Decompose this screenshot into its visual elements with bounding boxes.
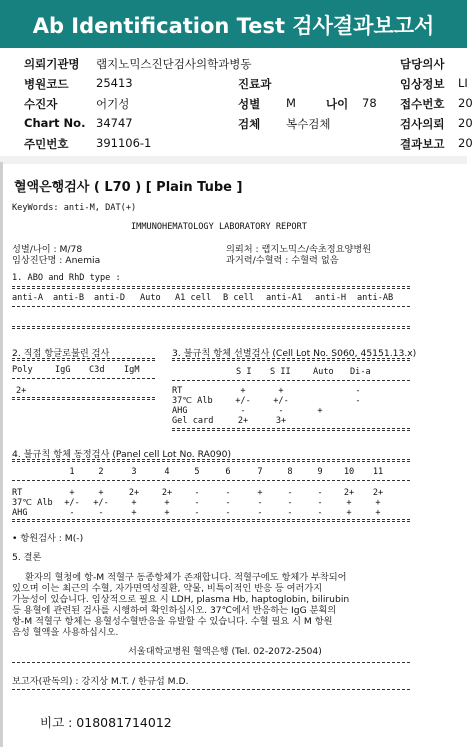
value-test-request: 20 [458, 116, 473, 130]
panel-cell: +/- [64, 498, 80, 508]
rule [12, 358, 155, 361]
value-clinical-info: LI [458, 76, 468, 90]
label-chart-no: Chart No. [24, 116, 86, 130]
transfusion-history: 과거력/수혈력 : 수혈력 없음 [226, 255, 339, 266]
panel-header: 1 [69, 467, 75, 477]
conclusion-line: 음성 혈액을 사용하십시오. [12, 627, 119, 638]
screen-cell: + [240, 386, 246, 396]
panel-header: 2 [98, 467, 104, 477]
panel-cell: + [164, 508, 170, 518]
screen-cell: 2+ [237, 416, 249, 426]
abo-header-7: anti-H [315, 293, 347, 303]
panel-cell: - [194, 508, 200, 518]
abo-header-6: anti-A1 [266, 293, 303, 303]
panel-cell: + [346, 498, 352, 508]
blood-bank: 서울대학교병원 혈액은행 (Tel. 02-2072-2504) [128, 646, 322, 657]
screen-header-2: Auto [313, 367, 334, 377]
panel-cell: + [131, 508, 137, 518]
label-department: 진료과 [238, 77, 272, 91]
rule [12, 397, 155, 400]
antigen-test: • 항원검사 : M(-) [12, 533, 84, 544]
dat-header-1: IgG [55, 365, 71, 375]
abo-header-5: B cell [223, 293, 255, 303]
panel-cell: + [69, 488, 75, 498]
label-receipt-no: 접수번호 [400, 97, 445, 111]
report-heading: IMMUNOHEMATOLOGY LABORATORY REPORT [131, 222, 307, 232]
rule [12, 306, 410, 307]
panel-header: 4 [164, 467, 170, 477]
panel-cell: 2+ [161, 488, 173, 498]
value-age: 78 [362, 96, 377, 110]
screen-cell: - [355, 396, 361, 406]
panel-cell: - [287, 498, 293, 508]
screen-header-1: S II [270, 367, 291, 377]
panel-header: 11 [372, 467, 384, 477]
screen-cell: - [355, 386, 361, 396]
label-clinical-info: 임상정보 [400, 77, 445, 91]
panel-cell: + [346, 508, 352, 518]
label-test-request: 검사의뢰 [400, 117, 445, 131]
screen-cell: +/- [273, 396, 289, 406]
panel-cell: - [225, 488, 231, 498]
sex-age: 성별/나이 : M/78 [12, 244, 83, 255]
rule [12, 286, 410, 289]
panel-cell: - [257, 498, 263, 508]
value-chart-no: 34747 [96, 116, 133, 130]
value-sex: M [286, 96, 296, 110]
abo-header-4: A1 cell [175, 293, 212, 303]
section3-title: 3. 불규칙 항체 선별검사 (Cell Lot No. S060, 45151.13.x) [172, 348, 417, 359]
value-specimen: 복수검체 [286, 117, 331, 131]
panel-cell: 2+ [343, 488, 355, 498]
section4-title: 4. 불규칙 항체 동정검사 (Panel cell Lot No. RA090) [12, 449, 232, 460]
rule [12, 519, 410, 522]
rule [12, 378, 155, 379]
panel-cell: - [194, 498, 200, 508]
screen-cell: 3+ [275, 416, 287, 426]
label-patient: 수진자 [24, 97, 58, 111]
panel-cell: - [287, 488, 293, 498]
value-hospital-code: 25413 [96, 76, 133, 90]
screen-row-label: AHG [172, 406, 188, 416]
value-resident-no: 391106-1 [96, 136, 152, 150]
panel-header: 8 [287, 467, 293, 477]
panel-row-label: RT [12, 488, 23, 498]
screen-header-0: S I [236, 367, 252, 377]
panel-row-label: 37℃ Alb [12, 498, 53, 508]
label-age: 나이 [326, 97, 349, 111]
panel-cell: - [287, 508, 293, 518]
screen-cell: + [317, 406, 323, 416]
label-resident-no: 주민번호 [24, 137, 69, 151]
label-hospital-code: 병원코드 [24, 77, 69, 91]
screen-cell: +/- [235, 396, 251, 406]
abo-header-8: anti-AB [357, 293, 394, 303]
panel-header: 7 [257, 467, 263, 477]
value-receipt-no: 20 [458, 96, 473, 110]
rule [12, 459, 410, 462]
panel-cell: - [317, 488, 323, 498]
screen-row-label: Gel card [172, 416, 214, 426]
panel-header: 6 [225, 467, 231, 477]
value-result-report: 20 [458, 136, 473, 150]
reporter: 보고자(판독의) : 강지상 M.T. / 한규섭 M.D. [12, 676, 189, 687]
conclusion-line: 항-M 적혈구 항체는 용혈성수혈반응을 유발할 수 있습니다. 수혈 필요 시 M 항원 [12, 616, 333, 627]
requester: 의뢰처 : 랩지노믹스/속초정요양병원 [226, 244, 372, 255]
screen-cell: - [240, 406, 246, 416]
panel-header: 10 [343, 467, 355, 477]
page-title: Ab Identification Test 검사결과보고서 [32, 14, 435, 38]
label-requesting-institution: 의뢰기관명 [24, 57, 80, 71]
panel-cell: + [375, 498, 381, 508]
panel-header: 9 [317, 467, 323, 477]
panel-cell: - [69, 508, 75, 518]
panel-cell: + [131, 498, 137, 508]
panel-cell: + [164, 498, 170, 508]
panel-cell: - [225, 498, 231, 508]
panel-cell: +/- [93, 498, 109, 508]
dat-header-3: IgM [124, 365, 140, 375]
rule [12, 689, 410, 690]
label-specimen: 검체 [238, 117, 261, 131]
screen-cell: + [278, 386, 284, 396]
conclusion-line: 환자의 혈청에 항-M 적혈구 동종항체가 존재합니다. 적혈구에도 항체가 부착되어 [25, 572, 347, 583]
dat-header-2: C3d [89, 365, 105, 375]
value-patient: 어기성 [96, 97, 130, 111]
panel-cell: - [257, 508, 263, 518]
section2-title: 2. 직접 항글로불린 검사 [12, 348, 110, 359]
panel-row-label: AHG [12, 508, 28, 518]
rule [12, 326, 410, 329]
panel-header: 5 [194, 467, 200, 477]
rule [172, 380, 410, 381]
clinical-diagnosis: 임상진단명 : Anemia [12, 255, 101, 266]
panel-cell: + [98, 488, 104, 498]
dat-value-poly: 2+ [16, 386, 27, 396]
panel-cell: - [98, 508, 104, 518]
abo-header-2: anti-D [94, 293, 126, 303]
conclusion-line: 등 용혈에 관련된 검사를 시행하여 확인하십시오. 37℃에서 반응하는 IgG 분획의 [12, 605, 337, 616]
section5-title: 5. 결론 [12, 552, 42, 563]
scroll-track [0, 162, 3, 747]
screen-row-label: 37℃ Alb [172, 396, 213, 406]
conclusion-line: 가능성이 있습니다. 임상적으로 필요 시 LDH, plasma Hb, haptoglobin, bilirubin [12, 594, 350, 605]
rule [12, 662, 410, 663]
panel-cell: - [317, 508, 323, 518]
panel-cell: + [375, 508, 381, 518]
report-title: 혈액은행검사 ( L70 ) [ Plain Tube ] [14, 180, 243, 195]
rule [12, 480, 410, 481]
section-divider [0, 156, 467, 164]
screen-row-label: RT [172, 386, 183, 396]
abo-header-0: anti-A [12, 293, 44, 303]
panel-cell: 2+ [128, 488, 140, 498]
rule [172, 358, 410, 361]
rule [172, 428, 410, 431]
panel-cell: - [317, 498, 323, 508]
panel-cell: - [194, 488, 200, 498]
label-sex: 성별 [238, 97, 261, 111]
remarks: 비고 : 018081714012 [40, 715, 172, 730]
screen-cell: - [278, 406, 284, 416]
panel-cell: + [257, 488, 263, 498]
panel-cell: 2+ [372, 488, 384, 498]
keywords: KeyWords: anti-M, DAT(+) [12, 203, 137, 213]
label-doctor: 담당의사 [400, 57, 445, 71]
panel-header: 3 [131, 467, 137, 477]
abo-header-3: Auto [140, 293, 161, 303]
panel-cell: - [225, 508, 231, 518]
abo-header-1: anti-B [53, 293, 85, 303]
dat-header-0: Poly [12, 365, 33, 375]
screen-header-3: Di-a [350, 367, 371, 377]
section1-title: 1. ABO and RhD type : [12, 273, 121, 283]
conclusion-line: 있으며 이는 최근의 수혈, 자가면역성질환, 약물, 비특이적인 반응 등 여러가지 [12, 583, 323, 594]
label-result-report: 결과보고 [400, 137, 445, 151]
value-requesting-institution: 랩지노믹스진단검사의학과병동 [96, 57, 252, 71]
